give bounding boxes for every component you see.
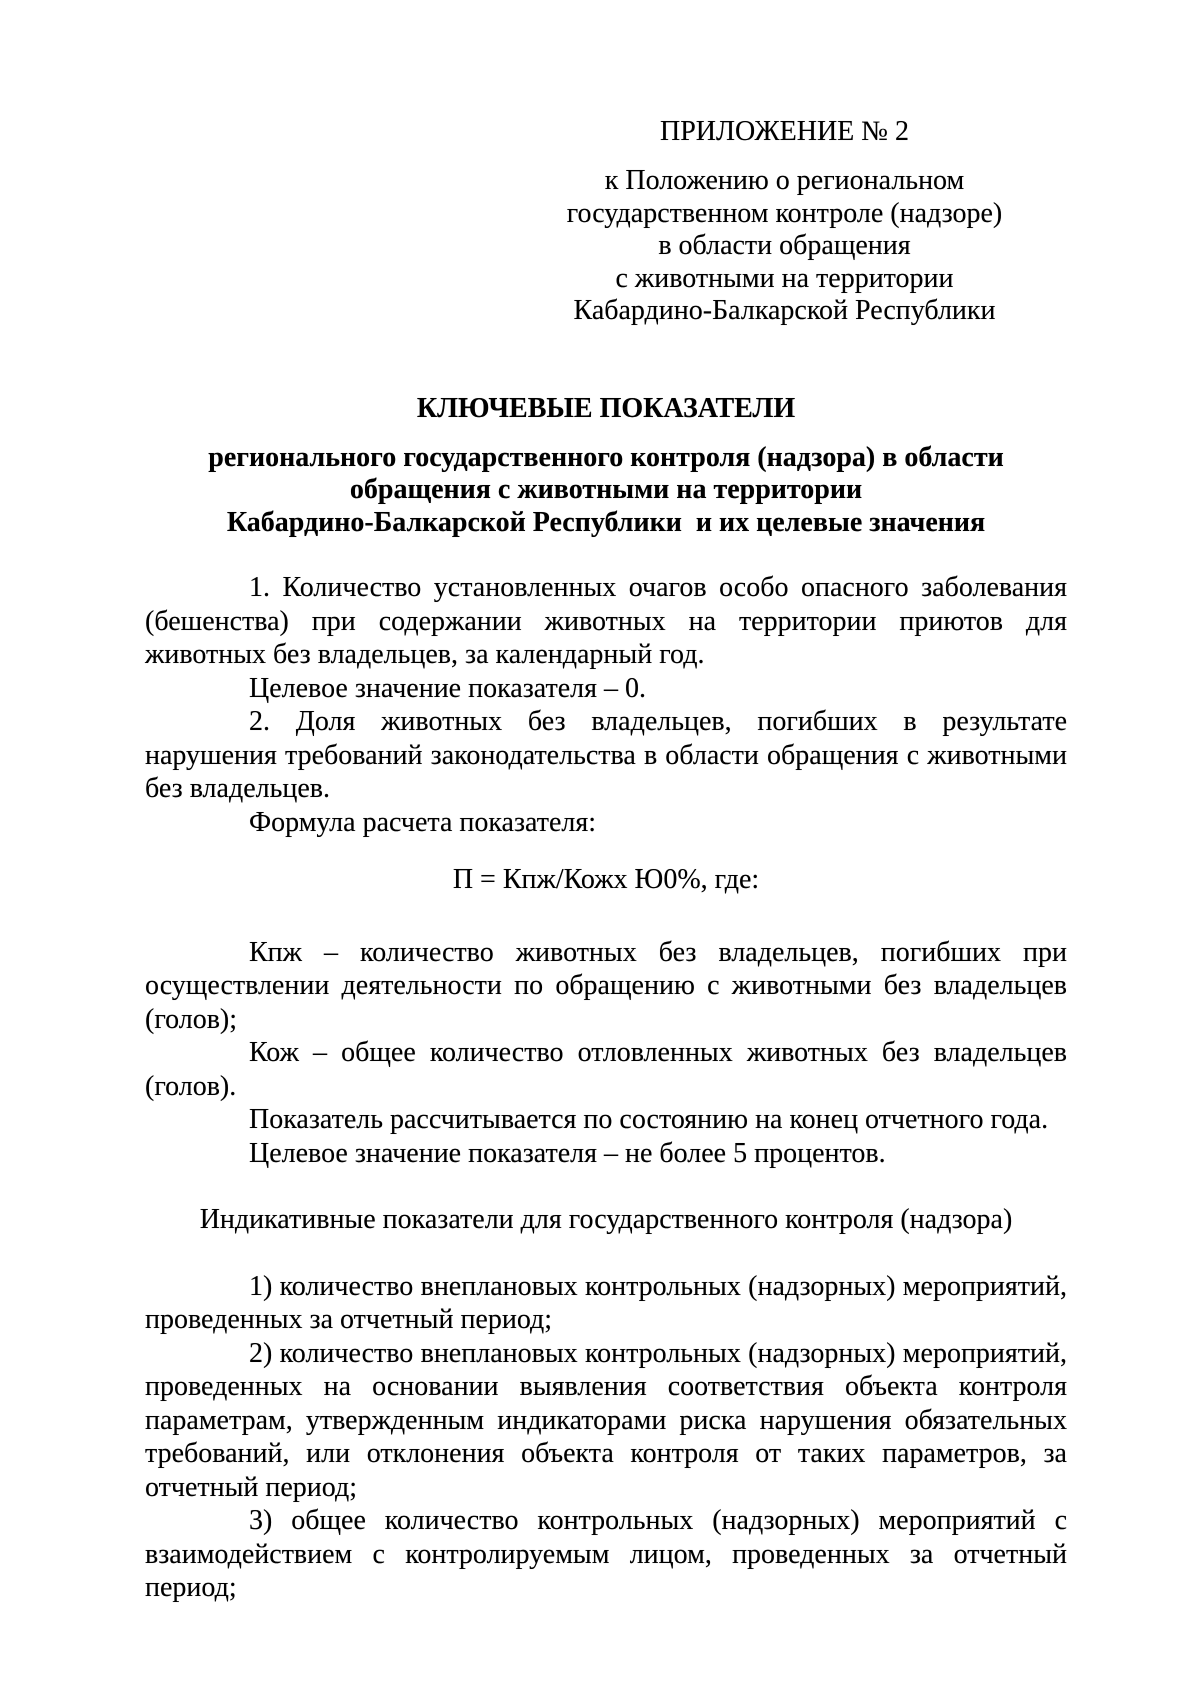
para-key-indicator-2: 2. Доля животных без владельцев, погибших в результате нарушения требований законодательства в области обращения с животными без владельцев.	[145, 706, 1067, 804]
document-subtitle	[145, 442, 1067, 540]
attribution-line-5: Кабардино-Балкарской Республики	[573, 295, 996, 326]
subtitle-line-2: обращения с животными на территории	[349, 474, 863, 505]
para-target-value-2: Целевое значение показателя – не более 5 процентов.	[249, 1137, 886, 1169]
section-heading-indicative: Индикативные показатели для государственного контроля (надзора)	[199, 1204, 1013, 1235]
para-kpzh-definition: Кпж – количество животных без владельцев, погибших при осуществлении деятельности по обращению с животными без владельцев (голов);	[145, 936, 1067, 1035]
para-calculation-note: Показатель рассчитывается по состоянию на конец отчетного года.	[249, 1104, 1049, 1135]
attribution-line-1: к Положению о региональном	[604, 165, 965, 196]
list-item-1: 1) количество внеплановых контрольных (надзорных) мероприятий, проведенных за отчетный период;	[145, 1270, 1067, 1335]
para-key-indicator-1: 1. Количество установленных очагов особо опасного заболевания (бешенства) при содержании животных на территории приютов для животных без владельцев, за календарный год.	[145, 572, 1067, 670]
subtitle-line-1: регионального государственного контроля (надзора) в области	[208, 441, 1004, 473]
para-formula-intro: Формула расчета показателя:	[249, 806, 597, 838]
subtitle-line-3: Кабардино-Балкарской Республики и их целевые значения	[226, 506, 986, 538]
para-kozh-definition: Кож – общее количество отловленных животных без владельцев (голов).	[145, 1037, 1067, 1102]
document-body	[145, 571, 1067, 1605]
list-item-2: 2) количество внеплановых контрольных (надзорных) мероприятий, проведенных на основании выявления соответствия объекта контроля параметрам, утвержденным индикаторами риска нарушения обязательных требований, или отклонения объекта контроля от таких параметров, за отчетный период;	[145, 1337, 1067, 1503]
para-target-value-1: Целевое значение показателя – 0.	[249, 672, 646, 704]
list-item-3: 3) общее количество контрольных (надзорных) мероприятий с взаимодействием с контролируемым лицом, проведенных за отчетный период;	[145, 1505, 1067, 1603]
attribution-line-2: государственном контроле (надзоре)	[566, 197, 1003, 229]
appendix-attribution	[564, 165, 1005, 328]
document-title: КЛЮЧЕВЫЕ ПОКАЗАТЕЛИ	[416, 392, 796, 424]
attribution-line-3: в области обращения	[658, 230, 911, 261]
appendix-header	[564, 115, 1005, 328]
formula-line: П = Кпж/Кожх Ю0%, где:	[452, 864, 760, 895]
appendix-label: ПРИЛОЖЕНИЕ № 2	[660, 116, 909, 147]
attribution-line-4: с животными на территории	[615, 262, 954, 294]
